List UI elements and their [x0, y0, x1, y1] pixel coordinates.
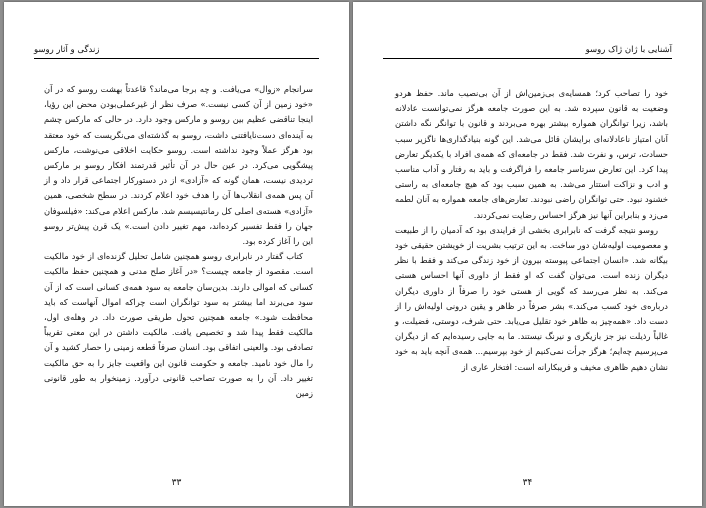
paragraph: سرانجام «زوال» می‌یافت. و چه برجا می‌ماند؟ قاعدتاً بهشت روسو که در آن «خود زمین از آن کسی نیست.» صرف نظر از غیرعملی‌بودن محض این رؤیا، اینجا تناقضی عظیم بین روسو و مارکس وجود دارد. در حالی که مارکس چشم به آینده‌ای دست‌نایافتنی داشت، روسو به گذشته‌ای می‌نگریست که خود معتقد بود هرگز عملاً وجود نداشته است. روسو حکایت اخلاقی می‌نوشت، مارکس پیشگویی می‌کرد. در عین حال در آن تأثیر قدرتمند افکار روسو بر مارکس تردیدی نیست، همان گونه که «آزادی» از در دستورکار اجتماعی قرار داد و از آن پس همه‌ی انقلاب‌ها آن را هدف خود اعلام کردند. در سطح شخصی، همین «آزادی» هسته‌ی اصلی کل رمانتیسیسم شد. مارکس اعلام می‌کند: «فیلسوفان جهان را فقط تفسیر کرده‌اند، مهم تغییر دادن است.» یک قرن پیش‌تر روسو این را آغاز کرده بود.: [44, 84, 313, 247]
page-number: ۳۴: [522, 478, 533, 488]
paragraph: روسو نتیجه گرفت که نابرابری بخشی از فرایندی بود که آدمیان را از طبیعت و معصومیت اولیه‌شان دور ساخت. به این ترتیب بشریت از خویشتن حقیقی خود بیگانه شد. «انسان اجتماعی پیوسته بیرون از خود زندگی می‌کند و فقط با نظر دیگران زنده است. می‌توان گفت که او فقط از داوری آنها احساس هستی می‌کند. به نظر می‌رسد که گویی از هستی خود را صرفاً از داوری دیگران درباره‌ی خود کسب می‌کند.» بشر صرفاً در ظاهر و یقین درونی اولیه‌اش را از دست داد. «همه‌چیز به ظاهر خود تقلیل می‌یابد. حتی شرف، دوستی، فضیلت، و غالباً رذیلت نیز جز بازیگری و نیرنگ نیستند. ما به جایی رسیده‌ایم که از دیگران می‌پرسیم چه‌ایم؛ هرگز جرأت نمی‌کنیم از خود بپرسیم... همه‌ی آنچه باید به خود نشان دهیم ظاهری مخیف و فریبکارانه است: افتخار عاری از: [395, 224, 668, 372]
running-header: [34, 44, 319, 59]
body-text: [395, 86, 668, 375]
left-page: [4, 2, 349, 506]
page-number: ۳۳: [171, 478, 182, 488]
header-title: زندگی و آثار روسو: [34, 45, 100, 55]
running-header: [383, 44, 672, 59]
right-page: [353, 2, 702, 506]
paragraph: خود را تصاحب کرد؛ همسایه‌ی بی‌زمین‌اش از آن بی‌نصیب ماند. حفظ هردو وضعیت به قانون سپرده شد. به این صورت جامعه هرگز نمی‌توانست عادلانه باشد، زیرا توانگران همواره بیشتر بهره می‌بردند و قانون با توانگر نگه داشتن آنان امتیاز ناعادلانه‌ای برایشان قائل می‌شد. این گونه بنیادگذاری‌ها ناگزیر سبب حسادت، ترس، و نفرت شد. فقط در جامعه‌ای که همه‌ی افراد با یکدیگر تعارض پیدا کرد. این تعارض سرتاسر جامعه را فراگرفت و باید به رفتار و آداب مناسب و ادب و نزاکت استتار می‌شد. به همین سبب بود که هیچ جامعه‌ای به راستی خشنود نبود. حتی توانگران راضی نبودند. تعارض‌های جامعه همواره به آنان لطمه می‌زد و بنابراین آنها نیز هرگز احساس رضایت نمی‌کردند.: [395, 88, 668, 220]
paragraph: کتاب گفتار در نابرابری روسو همچنین شامل تحلیل گزنده‌ای از خود مالکیت است. مقصود از جامعه چیست؟ «در آغاز صلح مدنی و همچنین حفظ مالکیت کسانی که اموالی دارند. بدین‌سان جامعه به سود همه‌ی کسانی است که از آن سود می‌برند اما بیشتر به سود توانگران است چراکه اموال آنهاست که باید محافظت شود.» جامعه همچنین تحول طریقی صورت داد. در وهله‌ی اول، مالکیت فقط پیدا شد و تخصیص یافت. مالکیت داشتن در این معنی تقریباً تصادفی بود. والعینی اتفاقی بود. انسان صرفاً قطعه زمینی را حصار کشید و آن را مال خود نامید. جامعه و حکومت قانون این واقعیت جایز را به حق مالکیت تغییر داد. آن را به صورت تصاحب قانونی درآورد. زمینخوار به طور قانونی زمین: [44, 251, 313, 399]
header-title: آشنایی با ژان ژاک روسو: [585, 45, 672, 55]
body-text: [44, 82, 313, 401]
